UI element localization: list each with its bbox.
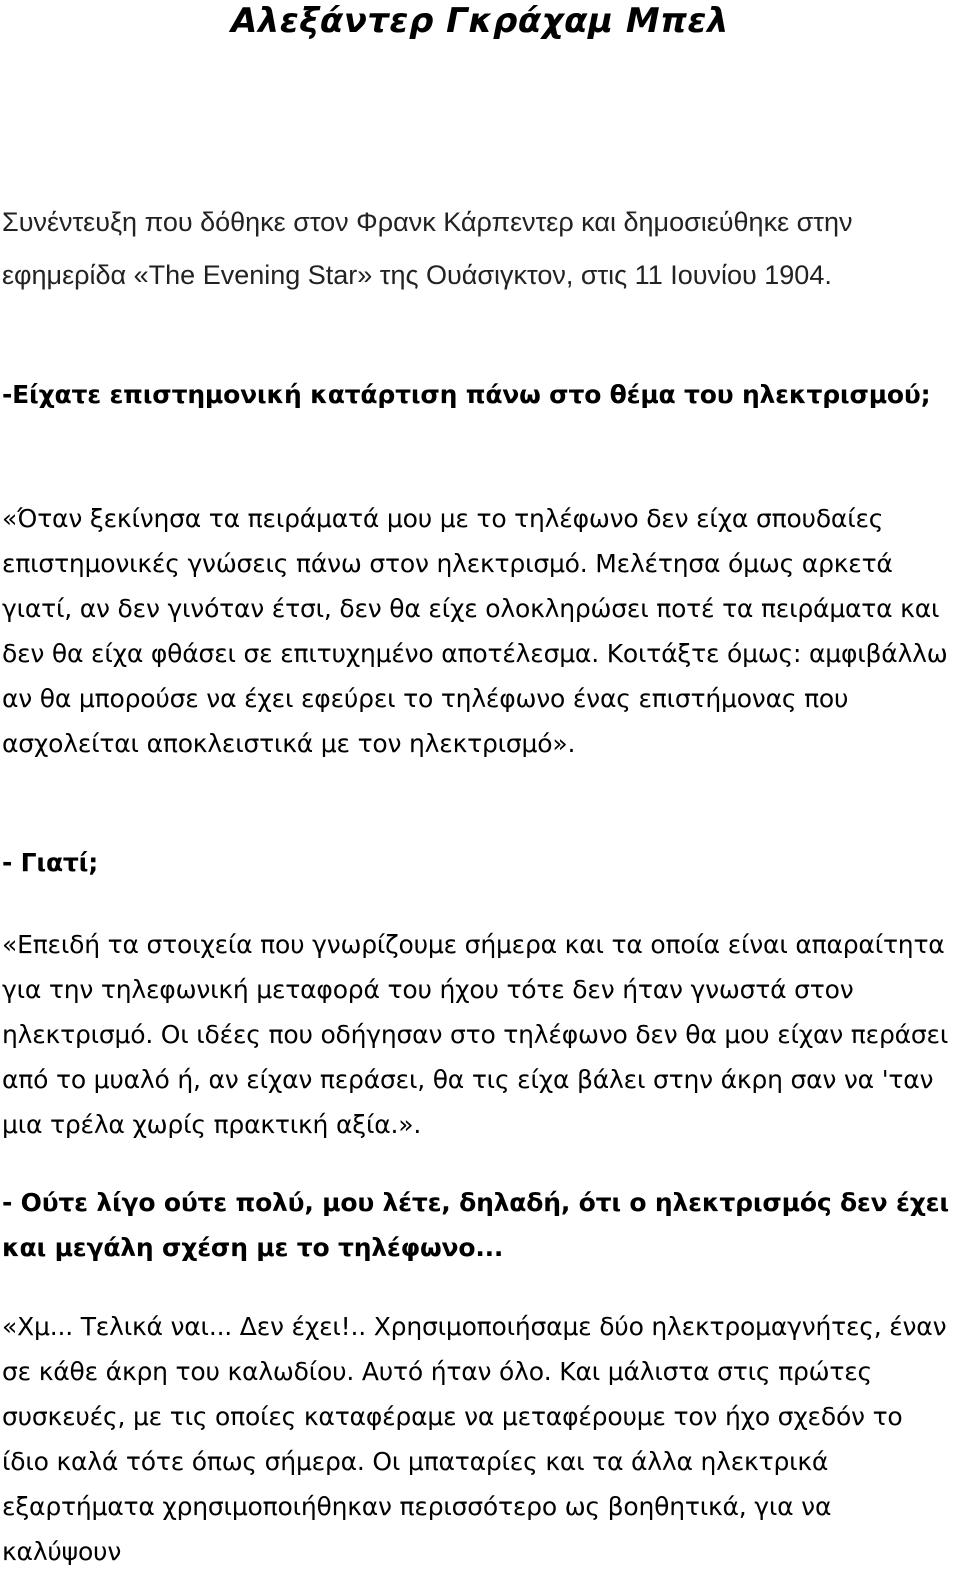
question-2: - Γιατί; <box>2 848 99 877</box>
document-title: Αλεξάντερ Γκράχαμ Μπελ <box>231 1 729 41</box>
answer-1: «Όταν ξεκίνησα τα πειράματά μου με το τηλέφωνο δεν είχα σπουδαίες επιστημονικές γνώσεις πάνω στον ηλεκτρισμό. Μελέτησα όμως αρκετά γιατί, αν δεν γινόταν έτσι, δεν θα είχε ολοκληρώσει ποτέ τα πειράματα και δεν θα είχα φθάσει σε επιτυχημένο αποτέλεσμα. Κοιτάξτε όμως: αμφιβάλλω αν θα μπορούσε να έχει εφεύρει το τηλέφωνο ένας επιστήμονας που ασχολείται αποκλειστικά με τον ηλεκτρισμό». <box>2 504 948 758</box>
answer-3: «Χμ... Τελικά ναι... Δεν έχει!.. Χρησιμοποιήσαμε δύο ηλεκτρομαγνήτες, έναν σε κάθε άκρη του καλωδίου. Αυτό ήταν όλο. Και μάλιστα στις πρώτες συσκευές, με τις οποίες καταφέραμε να μεταφέρουμε τον ήχο σχεδόν το ίδιο καλά τότε όπως σήμερα. Οι μπαταρίες και τα άλλα ηλεκτρικά εξαρτήματα χρησιμοποιήθηκαν περισσότερο ως βοηθητικά, για να καλύψουν <box>2 1312 947 1566</box>
answer-2: «Επειδή τα στοιχεία που γνωρίζουμε σήμερα και τα οποία είναι απαραίτητα για την τηλεφωνική μεταφορά του ήχου τότε δεν ήταν γνωστά στον ηλεκτρισμό. Οι ιδέες που οδήγησαν στο τηλέφωνο δεν θα μου είχαν περάσει από το μυαλό ή, αν είχαν περάσει, θα τις είχα βάλει στην άκρη σαν να 'ταν μια τρέλα χωρίς πρακτική αξία.». <box>2 930 949 1139</box>
intro-paragraph: Συνέντευξη που δόθηκε στον Φρανκ Κάρπεντερ και δημοσιεύθηκε στην εφημερίδα «The Evening Star» της Ουάσιγκτον, στις 11 Ιουνίου 1904. <box>2 207 853 290</box>
question-1: -Είχατε επιστημονική κατάρτιση πάνω στο θέμα του ηλεκτρισμού; <box>2 380 931 409</box>
question-3: - Ούτε λίγο ούτε πολύ, μου λέτε, δηλαδή, ότι ο ηλεκτρισμός δεν έχει και μεγάλη σχέση με το τηλέφωνο... <box>2 1188 949 1262</box>
